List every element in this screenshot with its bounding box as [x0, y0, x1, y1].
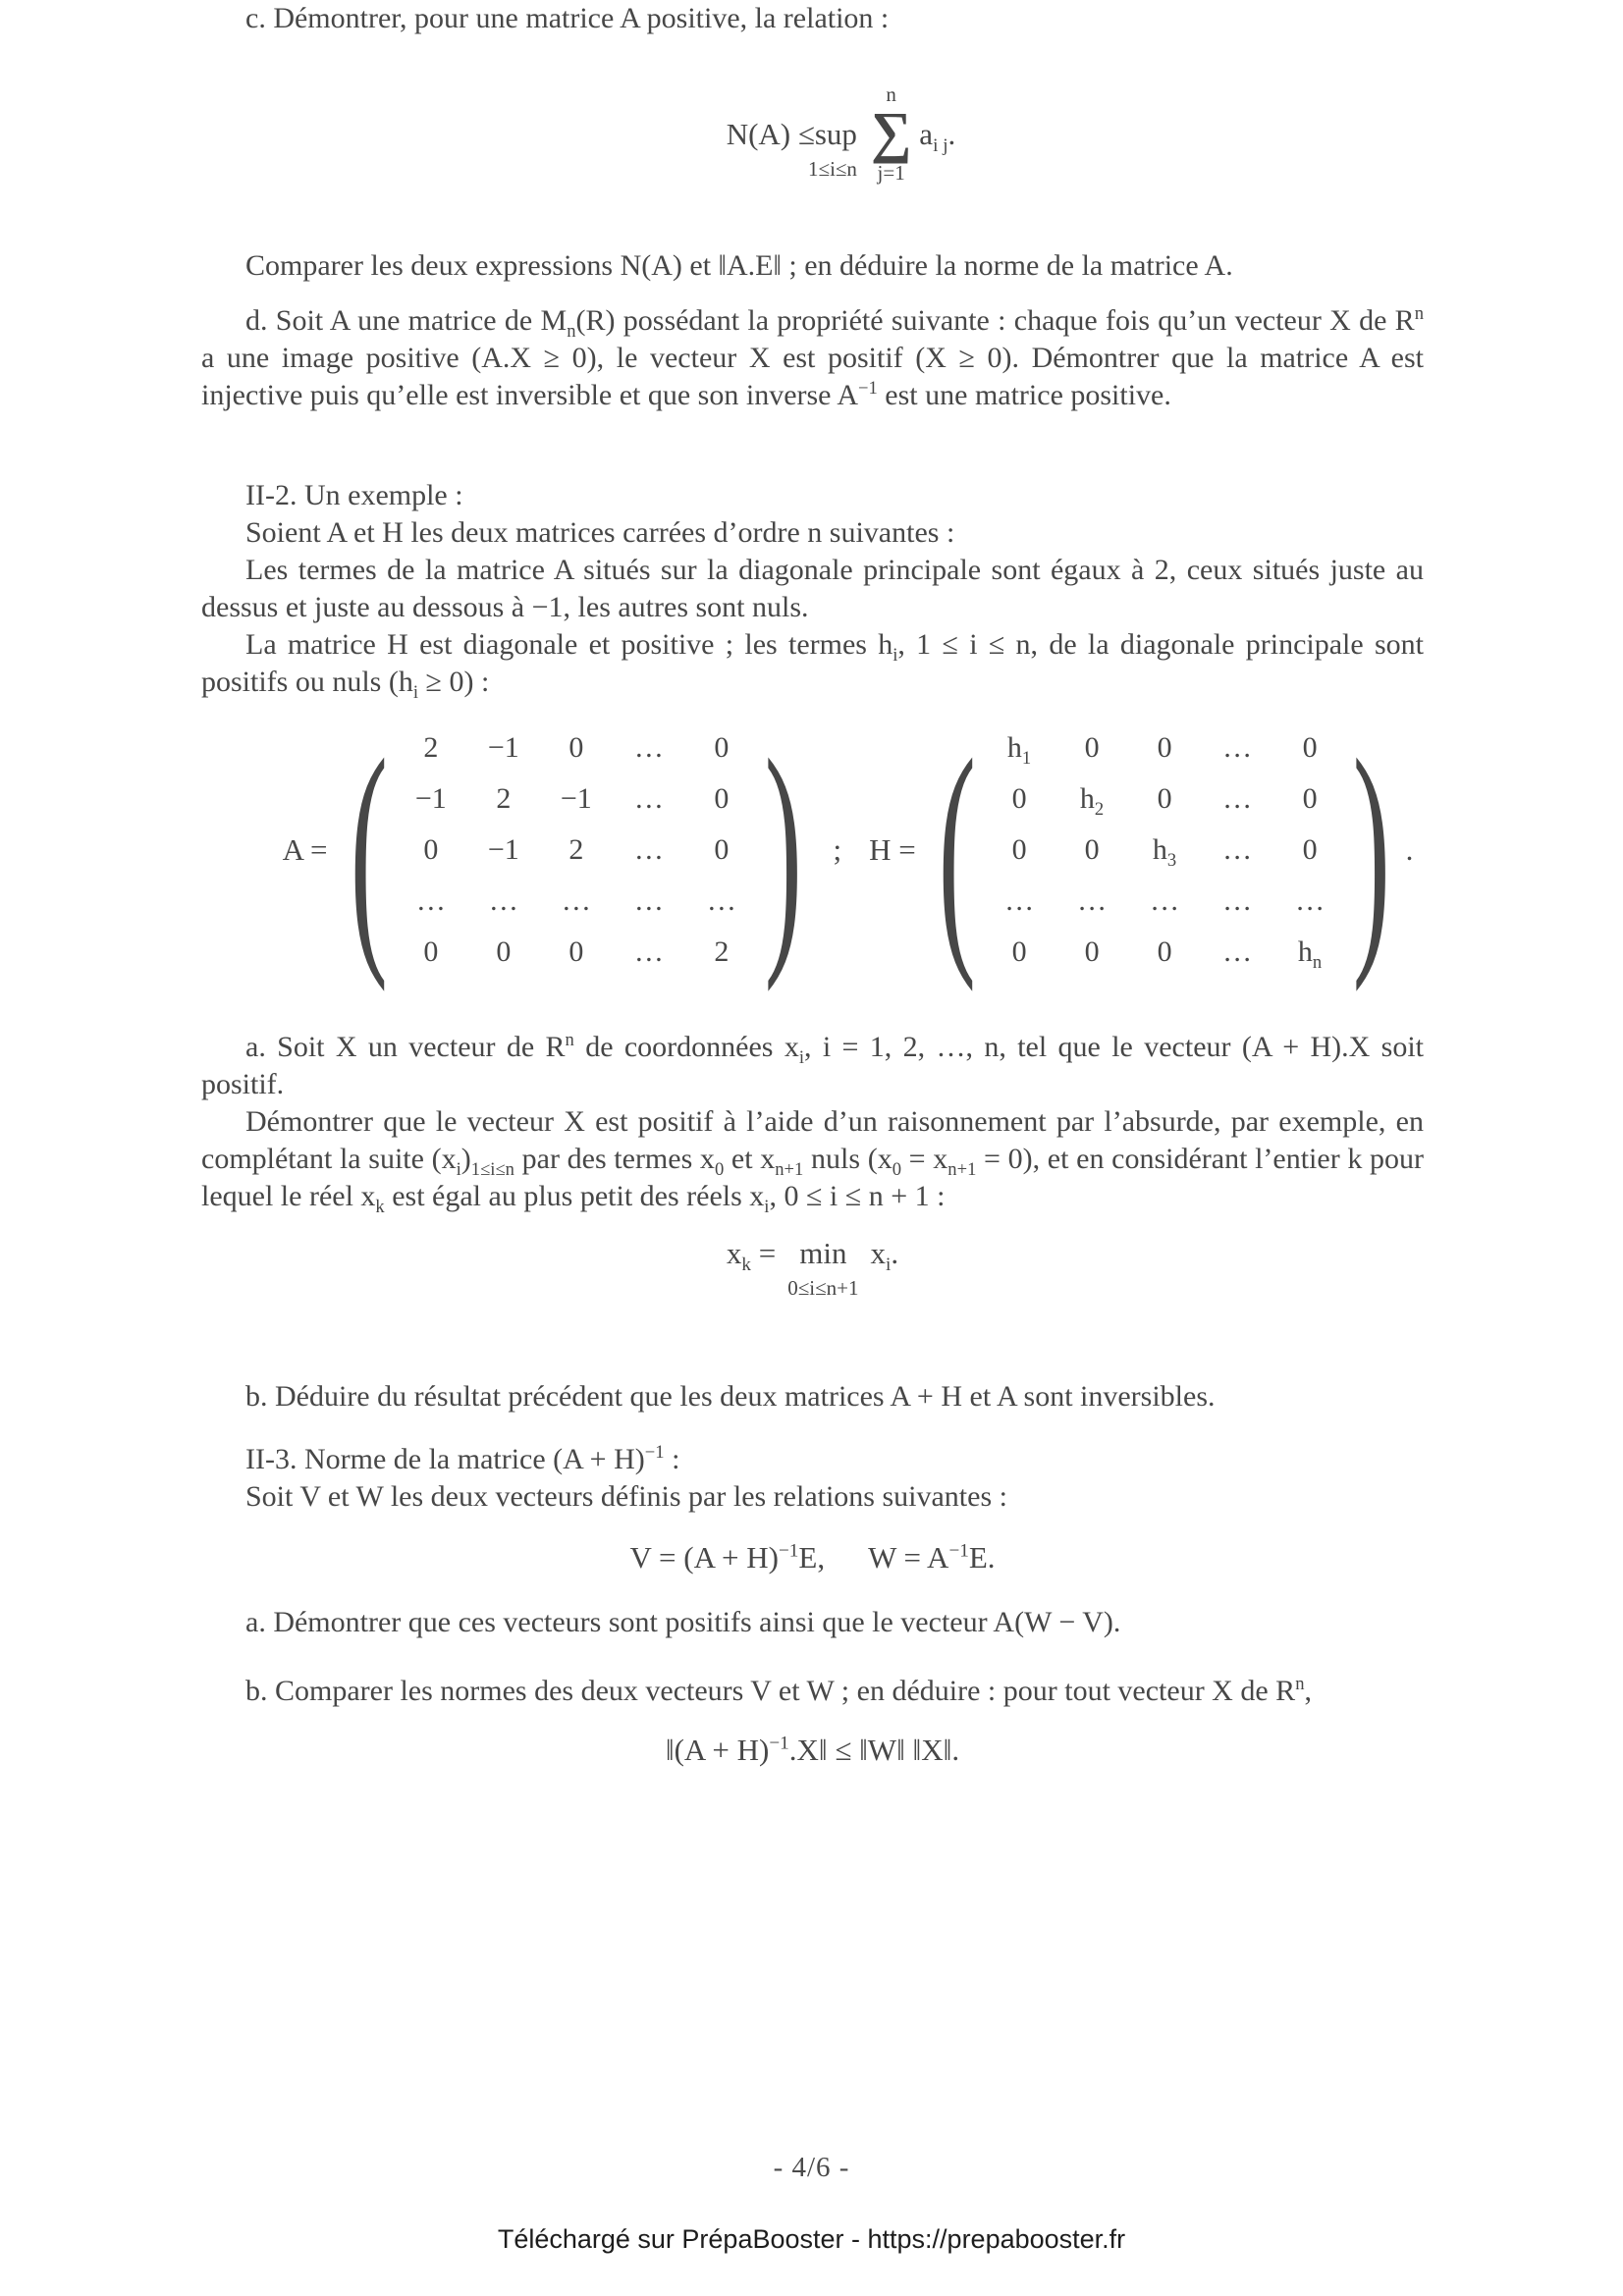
matrix-cell: … [1150, 884, 1180, 917]
matrix-cell: … [1295, 884, 1325, 917]
matrix-cell: 0 [714, 731, 730, 764]
matrix-cell: $h_n$ [1297, 935, 1323, 973]
matrix-cell: 0 [1011, 782, 1027, 815]
formula-lhs: N(A) ≤sup [726, 117, 857, 151]
min-with-bounds [787, 1235, 858, 1300]
formula-w: $W = A^{-1}E$. [868, 1540, 996, 1575]
matrix-cell: 0 [1084, 833, 1100, 866]
page-content [201, 0, 1424, 1769]
formula-v: $V = (A + H)^{-1}E$, [629, 1540, 826, 1575]
matrix-cell: … [1222, 833, 1253, 866]
left-paren-icon: ( [939, 707, 977, 993]
matrix-cell: −1 [487, 731, 519, 764]
matrix-cell: … [633, 731, 664, 764]
matrix-cell: 0 [714, 833, 730, 866]
matrix-cell: … [1222, 782, 1253, 815]
matrix-cell: 0 [496, 935, 512, 968]
matrix-cell: 0 [1302, 731, 1318, 764]
sup-with-bounds [727, 116, 857, 181]
paragraph-termes: Les termes de la matrice A situés sur la diagonale principale sont égaux à 2, ceux situés juste au dessus et juste au dessous à −1, les autres sont nuls. [201, 554, 1424, 623]
matrix-cell: 0 [568, 731, 584, 764]
left-paren-icon: ( [350, 707, 389, 993]
matrix-cell: … [633, 935, 664, 968]
matrix-cell: 0 [423, 833, 439, 866]
right-paren-icon: ) [764, 707, 802, 993]
matrix-cell: 0 [423, 935, 439, 968]
matrix-cell: 0 [1157, 782, 1172, 815]
paragraph-a2: a. Démontrer que ces vecteurs sont positifs ainsi que le vecteur A(W − V). [245, 1606, 1121, 1638]
matrix-cell: … [1222, 884, 1253, 917]
matrix-cell: 0 [1302, 833, 1318, 866]
paragraph-matrice-h: La matrice H est diagonale et positive ; les termes $h_i$, 1 ≤ i ≤ n, de la diagonale principale sont positifs ou nuls $(h_i \ge 0)$ : [201, 628, 1424, 703]
matrix-cell: 0 [714, 782, 730, 815]
footer-credit: Téléchargé sur PrépaBooster - https://prepabooster.fr [497, 2224, 1126, 2254]
matrix-cell: −1 [487, 833, 519, 866]
sum-lower-bound: j=1 [877, 161, 905, 185]
matrix-cell: −1 [414, 782, 447, 815]
matrix-cell: 0 [1011, 833, 1027, 866]
matrix-cell: … [561, 884, 591, 917]
matrix-cell: 0 [1011, 935, 1027, 968]
matrix-cell: … [488, 884, 518, 917]
paragraph-c: c. Démontrer, pour une matrice A positive, la relation : [245, 2, 890, 34]
matrices-definition [201, 707, 1424, 993]
paragraph-a1: a. Soit X un vecteur de $R^n$ de coordonnées $x_i$, i = 1, 2, …, n, tel que le vecteur (A + H).X soit positif. [201, 1030, 1424, 1100]
formula-norm-sup [201, 80, 1424, 218]
matrix-cell: 0 [568, 935, 584, 968]
matrix-a-label: A = [282, 832, 336, 867]
formula-vw [201, 1539, 1424, 1576]
right-paren-icon: ) [1352, 707, 1390, 993]
min-operator: min [799, 1236, 847, 1270]
paragraph-b2: b. Comparer les normes des deux vecteurs V et W ; en déduire : pour tout vecteur X de $R^n$, [245, 1674, 1312, 1707]
matrix-h-label: H = [869, 832, 924, 867]
min-lhs: $x_k$ = [726, 1236, 777, 1276]
paragraph-comparer: Comparer les deux expressions N(A) et ‖A.E‖ ; en déduire la norme de la matrice A. [245, 249, 1233, 282]
matrix-cell: 2 [568, 833, 584, 866]
paragraph-soient: Soient A et H les deux matrices carrées d’ordre n suivantes : [245, 516, 955, 549]
matrix-cell: … [1222, 731, 1253, 764]
formula-min [201, 1235, 1424, 1323]
matrix-cell: … [415, 884, 446, 917]
matrix-cell: 0 [1084, 935, 1100, 968]
heading-ii2: II-2. Un exemple : [245, 479, 463, 511]
summation-operator [871, 82, 911, 185]
formula-norm-inequality [201, 1732, 1424, 1769]
matrix-cell: … [633, 884, 664, 917]
norm-inequality: ‖(A + H)$^{-1}$.X‖ ≤ ‖W‖ ‖X‖. [665, 1733, 960, 1767]
matrix-cell: 2 [423, 731, 439, 764]
matrix-end-period: . [1405, 832, 1414, 867]
min-bounds-label: 0≤i≤n+1 [787, 1276, 859, 1300]
matrix-cell: $h_1$ [1006, 731, 1032, 769]
page-number: - 4/6 - [773, 2152, 850, 2183]
matrix-cell: … [1077, 884, 1108, 917]
paragraph-b1: b. Déduire du résultat précédent que les deux matrices A + H et A sont inversibles. [245, 1380, 1216, 1413]
paragraph-d: d. Soit A une matrice de $M_n(R)$ possédant la propriété suivante : chaque fois qu’un vecteur X de $R^n$ a une image positive (A.X ≥ 0), le vecteur X est positif (X ≥ 0). Démontrer que la matrice A est injective puis qu’elle est inversible et que son inverse $A^{-1}$ est une matrice positive. [201, 303, 1424, 411]
matrix-cell: 2 [496, 782, 512, 815]
matrix-cell: … [633, 782, 664, 815]
paragraph-soit-vw: Soit V et W les deux vecteurs définis par les relations suivantes : [245, 1480, 1007, 1513]
paragraph-demontrer: Démontrer que le vecteur X est positif à l’aide d’un raisonnement par l’absurde, par exemple, en complétant la suite $(x_i)_{1\le i\le n}$ par des termes $x_0$ et $x_{n+1}$ nuls $(x_0 = x_{n+1} = 0)$, et en considérant l’entier k pour lequel le réel $x_k$ est égal au plus petit des réels $x_i$, 0 ≤ i ≤ n + 1 : [201, 1105, 1425, 1217]
matrix-cell: $h_3$ [1152, 833, 1177, 871]
matrix-a [409, 722, 743, 978]
matrix-h [998, 722, 1331, 978]
matrix-cell: 0 [1302, 782, 1318, 815]
matrix-cell: −1 [560, 782, 592, 815]
heading-ii3: II-3. Norme de la matrice $(A + H)^{-1}$ : [245, 1442, 680, 1475]
matrix-cell: … [633, 833, 664, 866]
matrix-cell: … [1222, 935, 1253, 968]
matrix-cell: 0 [1157, 935, 1172, 968]
sum-upper-bound: n [886, 82, 896, 106]
matrix-cell: … [706, 884, 736, 917]
matrix-separator: ; [833, 832, 842, 867]
sigma-icon: ∑ [870, 100, 912, 164]
formula-rhs: $a_{i j}$. [919, 117, 956, 157]
matrix-cell: 2 [714, 935, 730, 968]
sup-bounds-label: 1≤i≤n [808, 157, 857, 181]
matrix-cell: 0 [1084, 731, 1100, 764]
matrix-cell: 0 [1157, 731, 1172, 764]
matrix-cell: $h_2$ [1079, 782, 1105, 820]
matrix-cell: … [1004, 884, 1035, 917]
min-rhs: $x_i$. [870, 1236, 899, 1276]
